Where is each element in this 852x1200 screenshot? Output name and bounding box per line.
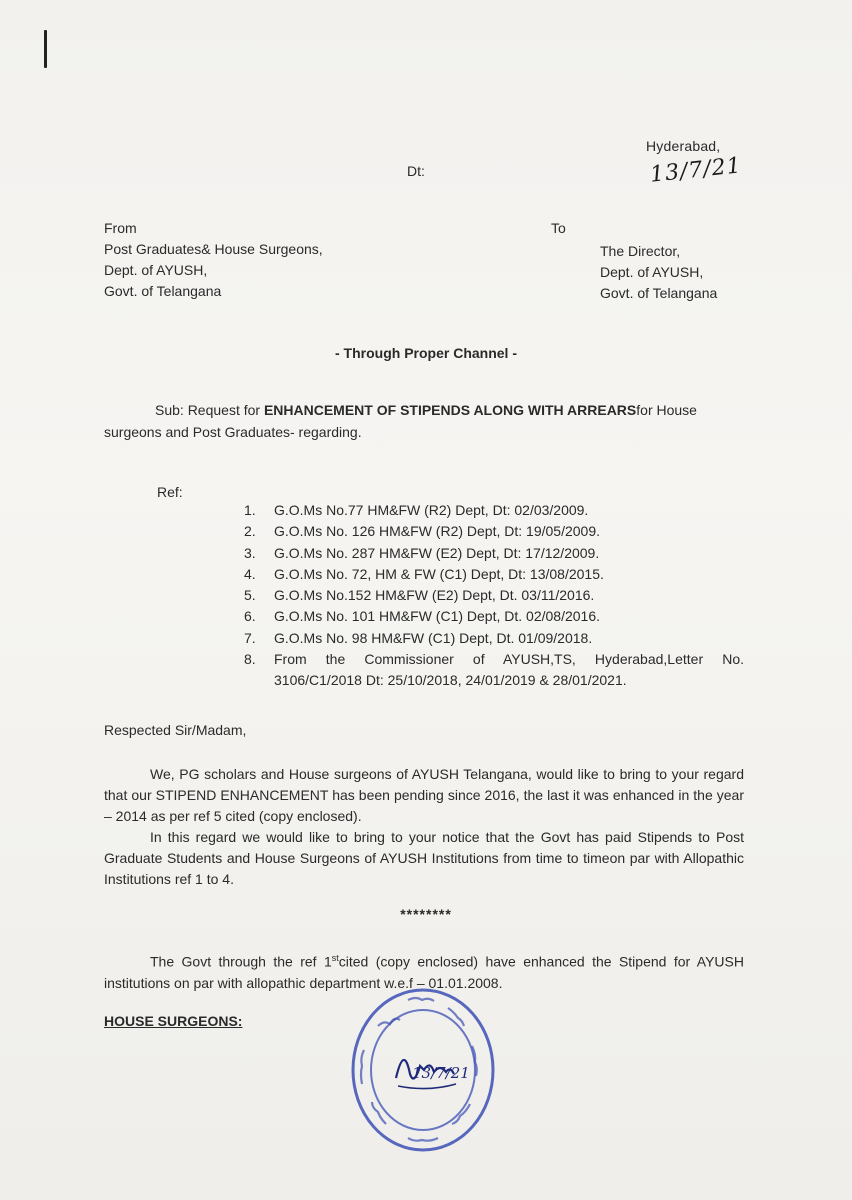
reference-item bbox=[244, 606, 744, 627]
reference-item bbox=[244, 628, 744, 649]
to-label: To bbox=[551, 220, 566, 236]
reference-text: G.O.Ms No. 101 HM&FW (C1) Dept, Dt. 02/08/2016. bbox=[274, 608, 600, 625]
reference-number: 7. bbox=[244, 629, 256, 646]
subject-suffix: for House surgeons and Post Graduates- regarding. bbox=[104, 402, 697, 440]
reference-number: 6. bbox=[244, 608, 256, 625]
channel-line: - Through Proper Channel - bbox=[335, 345, 517, 361]
reference-number: 4. bbox=[244, 565, 256, 582]
to-line: Dept. of AYUSH, bbox=[600, 264, 704, 280]
reference-item bbox=[244, 543, 744, 564]
from-label: From bbox=[104, 220, 137, 236]
reference-text: G.O.Ms No. 98 HM&FW (C1) Dept, Dt. 01/09/2018. bbox=[274, 629, 593, 646]
seal-signature-date: 13/7/21 bbox=[412, 1064, 470, 1082]
ref-label: Ref: bbox=[157, 484, 183, 500]
handwritten-date: 13/7/21 bbox=[648, 153, 743, 188]
reference-number: 5. bbox=[244, 587, 256, 604]
reference-text: From the Commissioner of AYUSH,TS, Hyderabad,Letter No. 3106/C1/2018 Dt: 25/10/2018, 24/01/2019 & 28/01/2021. bbox=[274, 651, 744, 689]
subject-prefix: Sub: Request for bbox=[155, 402, 264, 418]
signature-underline bbox=[398, 1084, 456, 1089]
separator: ******** bbox=[400, 906, 452, 922]
reference-list bbox=[244, 500, 744, 692]
reference-item bbox=[244, 585, 744, 606]
reference-text: G.O.Ms No.77 HM&FW (R2) Dept, Dt: 02/03/2009. bbox=[274, 502, 589, 518]
dt-label: Dt: bbox=[407, 163, 425, 179]
from-line: Dept. of AYUSH, bbox=[104, 262, 208, 278]
official-seal bbox=[348, 986, 498, 1154]
to-line: The Director, bbox=[600, 243, 681, 259]
reference-text: G.O.Ms No. 287 HM&FW (E2) Dept, Dt: 17/12/2009. bbox=[274, 544, 600, 561]
subject-line bbox=[104, 399, 740, 443]
to-address bbox=[600, 241, 717, 304]
reference-text: G.O.Ms No.152 HM&FW (E2) Dept, Dt. 03/11/2016. bbox=[274, 587, 595, 604]
from-line: Govt. of Telangana bbox=[104, 283, 222, 299]
city-label: Hyderabad, bbox=[646, 138, 721, 154]
p3-after: cited (copy enclosed) have enhanced the Stipend for AYUSH institutions on par with allopathic department w.e.f – 01.01.2008. bbox=[104, 953, 744, 991]
margin-mark bbox=[44, 30, 47, 68]
reference-item bbox=[244, 564, 744, 585]
reference-text: G.O.Ms No. 126 HM&FW (R2) Dept, Dt: 19/05/2009. bbox=[274, 523, 600, 540]
from-line: Post Graduates& House Surgeons, bbox=[104, 241, 323, 257]
salutation: Respected Sir/Madam, bbox=[104, 722, 247, 738]
reference-item bbox=[244, 521, 744, 542]
reference-number: 3. bbox=[244, 544, 256, 561]
reference-item bbox=[244, 649, 744, 692]
body-paragraph-1: We, PG scholars and House surgeons of AYUSH Telangana, would like to bring to your regard that our STIPEND ENHANCEMENT has been pending since 2016, the last it was enhanced in the year – 2014 as per ref 5 cited (copy enclosed). bbox=[104, 766, 744, 824]
reference-item bbox=[244, 500, 744, 521]
to-line: Govt. of Telangana bbox=[600, 285, 718, 301]
reference-number: 2. bbox=[244, 523, 256, 540]
p3-before: The Govt through the ref 1 bbox=[150, 953, 332, 970]
reference-text: G.O.Ms No. 72, HM & FW (C1) Dept, Dt: 13/08/2015. bbox=[274, 565, 604, 582]
reference-number: 1. bbox=[244, 502, 256, 518]
subject-bold: ENHANCEMENT OF STIPENDS ALONG WITH ARREARS bbox=[263, 402, 637, 418]
p3-superscript: st bbox=[331, 953, 339, 963]
section-heading: HOUSE SURGEONS: bbox=[104, 1013, 243, 1029]
body-paragraph-2: In this regard we would like to bring to your notice that the Govt has paid Stipends to Post Graduate Students and House Surgeons of AYUSH Institutions from time to timeon par with Allopathic Institutions ref 1 to 4. bbox=[104, 829, 744, 887]
reference-number: 8. bbox=[244, 651, 256, 668]
from-address bbox=[104, 218, 323, 302]
